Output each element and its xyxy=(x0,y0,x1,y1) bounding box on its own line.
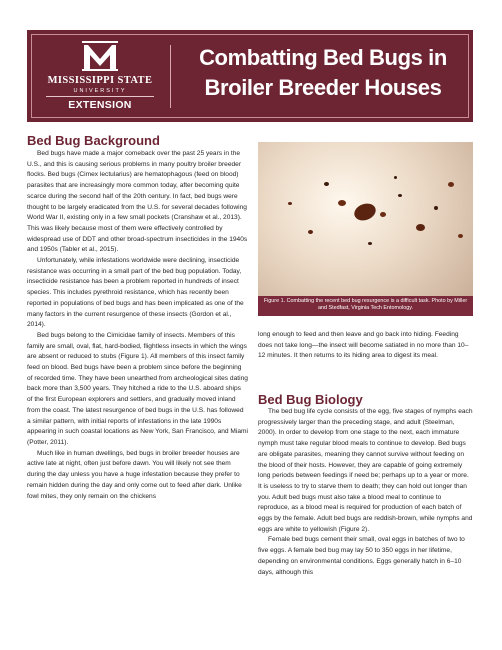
logo-extension-label: EXTENSION xyxy=(68,99,132,111)
biology-paragraph-1: The bed bug life cycle consists of the egg, five stages of nymphs each progressively larger than the preceding stage, and adult (Steelman, 2000). In order to develop from one stage to the next, each immature nymph must take regular blood meals to continue to develop. Bed bugs are obligate parasites, meaning they cannot survive without feeding on the blood of their hosts. However, they are capable of going extremely long periods between feedings if need be; perhaps up to a year or more. It is useless to try to starve them to death; they can hold out longer than you. Adult bed bugs must also take a blood meal to continue to reproduce, as a blood meal is required for production of each batch of eggs by the female. Adult bed bugs are reddish-brown, while nymphs and eggs are white to yellowish (Figure 2). xyxy=(258,408,473,533)
biology-paragraph-2: Female bed bugs cement their small, oval eggs in batches of two to five eggs. A female bed bug may lay 50 to 350 eggs in her lifetime, depending on environmental conditions. Eggs generally hatch in 6–10 days, although this xyxy=(258,536,465,576)
msu-m-icon xyxy=(82,41,118,71)
bed-bug-image xyxy=(380,212,386,217)
bed-bug-image xyxy=(458,234,463,238)
bed-bug-image xyxy=(448,182,454,187)
header-banner xyxy=(27,30,473,122)
background-paragraph-4: Much like in human dwellings, bed bugs in broiler breeder houses are active late at night, often just before dawn. You will likely not see them during the day unless you have a huge infestation because they prefer to remain hidden during the day and only come out to feed after dark. Unlike fowl mites, they only remain on the chickens xyxy=(27,449,242,500)
section-heading-background: Bed Bug Background xyxy=(27,133,160,148)
bed-bug-image xyxy=(338,200,346,206)
bed-bug-image xyxy=(398,194,402,197)
bed-bug-image xyxy=(394,176,397,179)
header-divider xyxy=(170,45,171,108)
bed-bug-image xyxy=(324,182,329,186)
bed-bug-image xyxy=(368,242,372,245)
logo-divider xyxy=(46,96,154,97)
bed-bug-image xyxy=(308,230,313,234)
background-paragraph-2: Unfortunately, while infestations worldwide were declining, insecticide resistance was occurring in a small part of the bed bug population. Today, insecticide resistance has been a problem reported in hundreds of insect species. This includes pyrethroid resistance, which has recently been reported in populations of bed bugs and has been implicated as one of the many factors in the current resurgence of these insects (Gordon et al., 2014). xyxy=(27,257,244,329)
figure-1-caption: Figure 1. Combatting the recent bed bug resurgence is a difficult task. Photo by Miller and Stedfast, Virginia Tech Entomology. xyxy=(258,296,473,316)
section-heading-biology: Bed Bug Biology xyxy=(258,392,363,407)
page-title-line1: Combatting Bed Bugs in xyxy=(199,45,447,70)
header-border xyxy=(31,34,469,118)
page-title xyxy=(178,43,468,103)
msu-extension-logo xyxy=(32,35,168,117)
logo-university-name: MISSISSIPPI STATE xyxy=(47,75,153,86)
bed-bug-image xyxy=(352,201,378,224)
continuation-paragraph: long enough to feed and then leave and go back into hiding. Feeding does not take long—the insect will become satiated in no more than 10–12 minutes. It then returns to its hiding area to digest its meal. xyxy=(258,331,469,360)
background-paragraph-3: Bed bugs belong to the Cimicidae family of insects. Members of this family are small, oval, flat, hard-bodied, flightless insects in which the wings are absent or reduced to stubs (Figure 1). All members of this insect family feed on blood. Bed bugs have been a problem since before the beginning of recorded time. They have been unearthed from archeological sites dating back more than 3,500 years. They hitched a ride to the U.S. aboard ships of the first European explorers and settlers, and gradually moved inland from the coast. The latest resurgence of bed bugs in the U.S. has followed a similar pattern, with initial reports of infestations in the late 1990s appearing in such coastal locations as New York, San Francisco, and Miami (Potter, 2011). xyxy=(27,331,249,446)
background-paragraph-1: Bed bugs have made a major comeback over the past 25 years in the U.S., and this is causing serious problems in many poultry broiler breeder flocks. Bed bugs (Cimex lectularius) are hematophagous (feed on blood) parasites that are increasingly more common today, after becoming quite scarce during the second half of the 20th century. In fact, bed bugs were thought to be largely eradicated from the U.S. for several decades following World War II, existing only in a few small pockets (Cranshaw et al., 2013). This was likely because most of them were effectively controlled by widespread use of DDT and other broad-spectrum insecticides in the 1940s and 1950s (Tabler et al., 2015). xyxy=(27,150,248,254)
bed-bug-image xyxy=(288,202,292,205)
page-title-line2: Broiler Breeder Houses xyxy=(204,75,442,100)
logo-university-label: UNIVERSITY xyxy=(73,88,127,94)
right-column-continuation xyxy=(258,330,473,362)
right-column-text xyxy=(258,407,473,578)
left-column-text xyxy=(27,149,248,502)
bed-bug-image xyxy=(416,224,425,231)
bed-bug-image xyxy=(434,206,438,210)
figure-1-photo xyxy=(258,142,473,316)
